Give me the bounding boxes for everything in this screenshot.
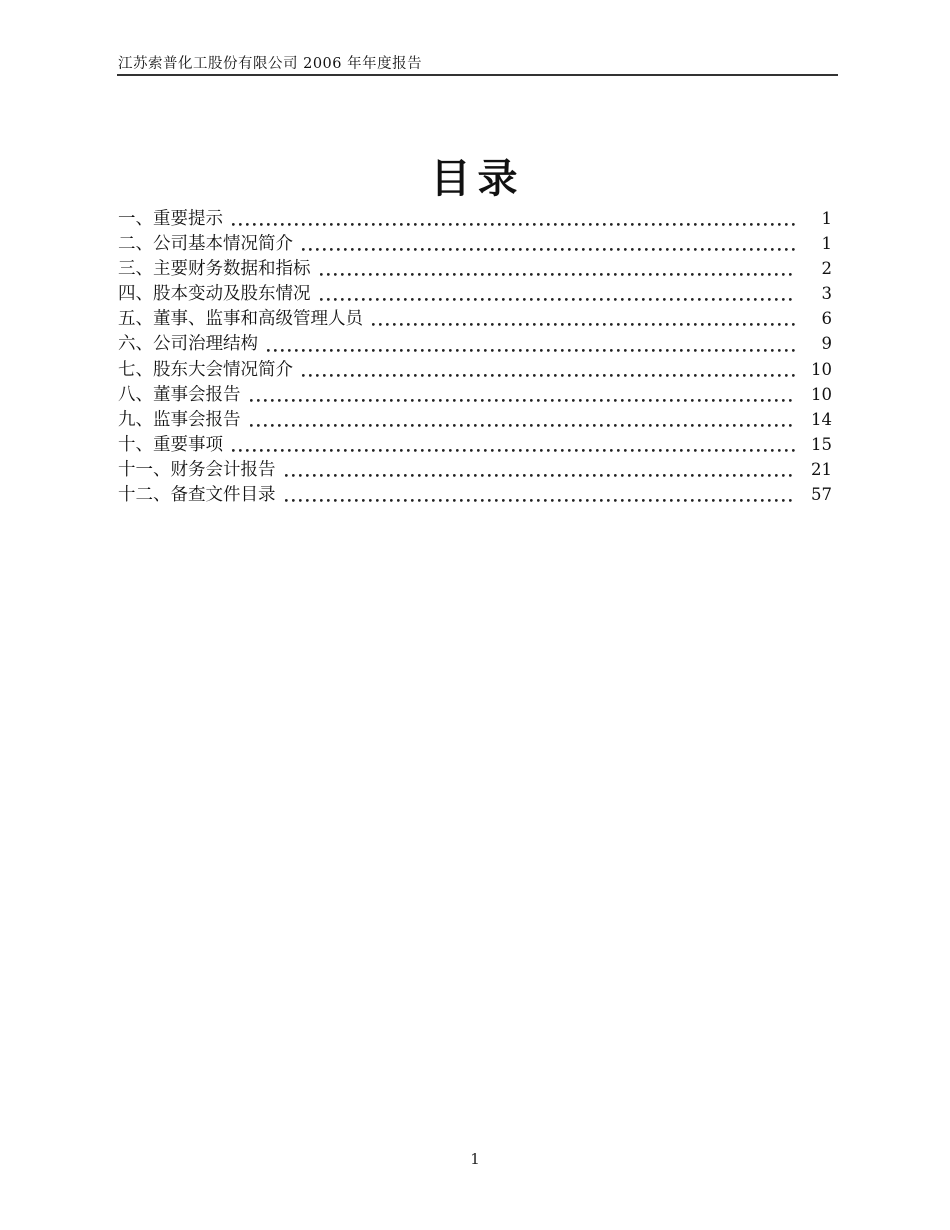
dot-leader xyxy=(250,399,797,402)
toc-entry-page: 10 xyxy=(811,359,832,379)
toc-entry-label: 一、重要提示 xyxy=(118,209,223,229)
toc-entry-label: 六、公司治理结构 xyxy=(118,334,258,355)
toc-entry-page: 57 xyxy=(811,485,832,505)
toc-entry xyxy=(118,482,832,507)
toc-entry xyxy=(118,432,832,457)
toc-entry-label: 十一、财务会计报告 xyxy=(118,459,276,480)
toc-entry-page: 1 xyxy=(821,234,832,254)
toc-entry xyxy=(118,357,832,382)
dot-leader xyxy=(267,349,796,352)
toc-entry-page: 2 xyxy=(821,259,832,279)
toc-entry-label: 三、主要财务数据和指标 xyxy=(118,259,311,280)
dot-leader xyxy=(232,449,796,452)
toc-entry-label: 四、股本变动及股东情况 xyxy=(118,284,311,305)
toc-entry-label: 十、重要事项 xyxy=(118,434,223,455)
toc-entry-label: 二、公司基本情况简介 xyxy=(118,234,293,255)
toc-list xyxy=(118,206,832,507)
toc-entry xyxy=(118,382,832,407)
toc-entry-label: 五、董事、监事和高级管理人员 xyxy=(118,309,363,330)
dot-leader xyxy=(285,474,797,477)
dot-leader xyxy=(302,248,796,251)
dot-leader xyxy=(232,223,796,226)
dot-leader xyxy=(372,323,796,326)
toc-entry-label: 八、董事会报告 xyxy=(118,384,241,405)
toc-entry-page: 6 xyxy=(821,309,832,329)
toc-entry-label: 九、监事会报告 xyxy=(118,409,241,430)
toc-entry-page: 21 xyxy=(811,459,832,479)
dot-leader xyxy=(285,499,797,502)
toc-entry xyxy=(118,407,832,432)
toc-entry xyxy=(118,281,832,306)
toc-entry-page: 15 xyxy=(811,434,832,454)
toc-entry-page: 14 xyxy=(811,409,832,429)
footer-page-number: 1 xyxy=(470,1150,480,1168)
toc-entry xyxy=(118,231,832,256)
toc-entry xyxy=(118,256,832,281)
toc-entry xyxy=(118,457,832,482)
toc-entry-page: 9 xyxy=(821,334,832,354)
toc-entry-page: 10 xyxy=(811,384,832,404)
toc-title: 目录 xyxy=(430,155,525,202)
header-rule xyxy=(117,74,838,76)
dot-leader xyxy=(250,424,797,427)
dot-leader xyxy=(320,298,797,301)
toc-entry xyxy=(118,206,832,231)
toc-entry-page: 3 xyxy=(821,284,832,304)
toc-entry-label: 十二、备查文件目录 xyxy=(118,485,276,506)
dot-leader xyxy=(302,374,796,377)
toc-entry-page: 1 xyxy=(821,209,832,228)
dot-leader xyxy=(320,273,797,276)
toc-entry xyxy=(118,306,832,331)
report-header-text: 江苏索普化工股份有限公司 2006 年年度报告 xyxy=(118,56,423,72)
toc-entry xyxy=(118,331,832,356)
toc-entry-label: 七、股东大会情况简介 xyxy=(118,359,293,380)
